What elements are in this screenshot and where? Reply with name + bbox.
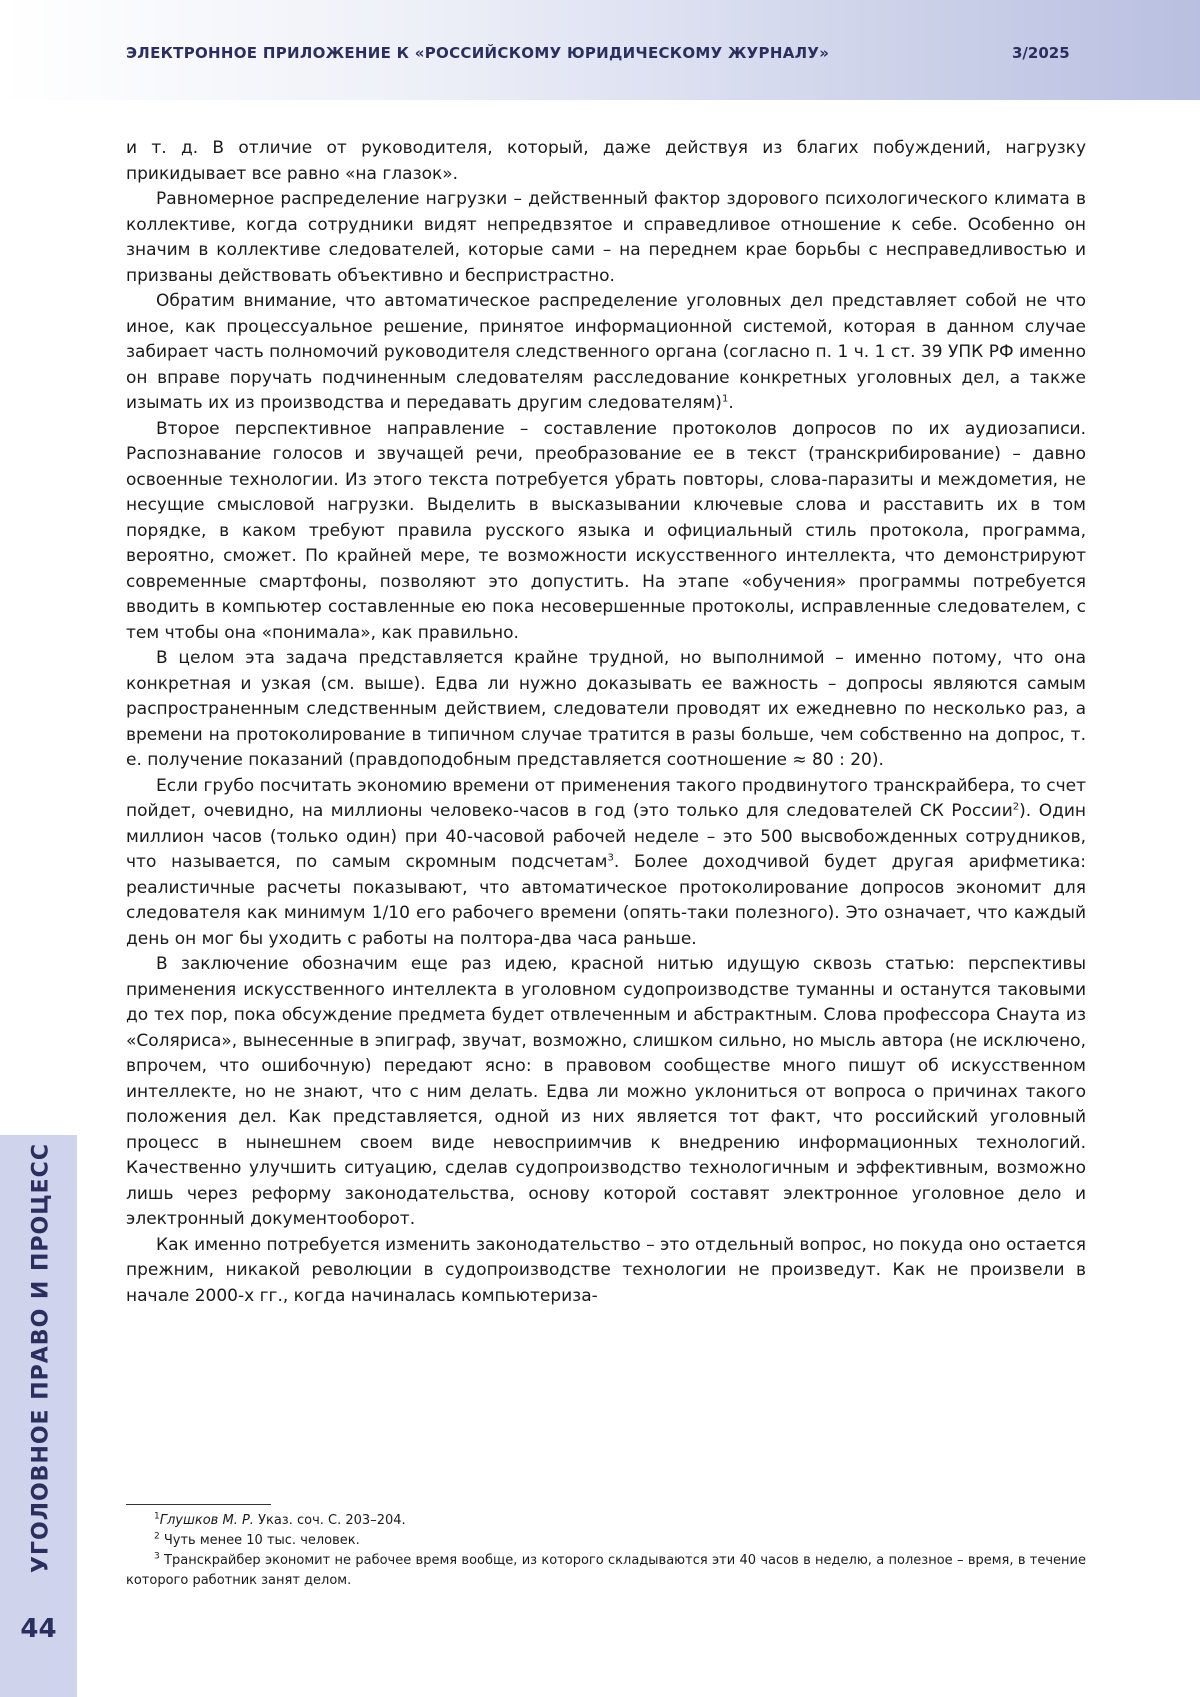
paragraph-text: Если грубо посчитать экономию времени от применения такого продвинутого транскрайбера, то счет пойдет, очевидно, на миллионы человеко-часов в год (это только для следователей СК России: [126, 776, 1086, 822]
paragraph: и т. д. В отличие от руководителя, который, даже действуя из благих побуждений, нагрузку прикидывает все равно «на глазок».: [126, 136, 1086, 187]
section-label: УГОЛОВНОЕ ПРАВО И ПРОЦЕСС: [29, 1143, 54, 1573]
paragraph: В заключение обозначим еще раз идею, красной нитью идущую сквозь статью: перспективы применения искусственного интеллекта в уголовном судопроизводстве туманны и останутся таковыми до тех пор, пока обсуждение предмета будет отвлеченным и абстрактным. Слова профессора Снаута из «Соляриса», вынесенные в эпиграф, звучат, возможно, слишком сильно, но мысль автора (не исключено, впрочем, что ошибочную) передают ясно: в правовом сообществе много пишут об искусственном интеллекте, но не знают, что с ним делать. Едва ли можно уклониться от вопроса о причинах такого положения дел. Как представляется, одной из них является тот факт, что российский уголовный процесс в нынешнем своем виде невосприимчив к внедрению информационных технологий. Качественно улучшить ситуацию, сделав судопроизводство технологичным и эффективным, возможно лишь через реформу законодательства, основу которой составят электронное уголовное дело и электронный документооборот.: [126, 952, 1086, 1233]
footnote-text: Транскрайбер экономит не рабочее время вообще, из которого складываются эти 40 часов в неделю, а полезное – время, в течение которого работник занят делом.: [126, 1553, 1086, 1588]
footnote-ref[interactable]: 1: [722, 393, 728, 404]
paragraph: [126, 774, 1086, 953]
footnote-text: Чуть менее 10 тыс. человек.: [160, 1533, 360, 1548]
paragraph: Второе перспективное направление – составление протоколов допросов по их аудиозаписи. Распознавание голосов и звучащей речи, преобразование ее в текст (транскрибирование) – давно освоенные технологии. Из этого текста потребуется убрать повторы, слова-паразиты и междометия, не несущие смысловой нагрузки. Выделить в высказывании ключевые слова и расставить их в том порядке, в каком требуют правила русского языка и официальный стиль протокола, программа, вероятно, сможет. По крайней мере, те возможности искусственного интеллекта, что демонстрируют современные смартфоны, позволяют это допустить. На этапе «обучения» программы потребуется вводить в компьютер составленные ею пока несовершенные протоколы, исправленные следователем, с тем чтобы она «понимала», как правильно.: [126, 417, 1086, 647]
paragraph: [126, 289, 1086, 417]
footnote-number: 3: [154, 1552, 160, 1562]
footnote-number: 1: [154, 1512, 160, 1522]
page-number: 44: [0, 1614, 77, 1644]
footnote-divider: [126, 1504, 271, 1505]
footnote-author: Глушков М. Р.: [160, 1513, 254, 1528]
footnote: [126, 1511, 1086, 1531]
article-body: [126, 136, 1086, 1309]
paragraph-text: ). Один миллион часов (только один) при 40-часовой рабочей неделе – это 500 высвобожденных сотрудников, что называется, по самым скромным подсчетам: [126, 801, 1086, 872]
footnotes: [126, 1511, 1086, 1591]
footnote-number: 2: [154, 1532, 160, 1542]
paragraph-text: . Более доходчивой будет другая арифметика: реалистичные расчеты показывают, что автоматическое протоколирование допросов экономит для следователя как минимум 1/10 его рабочего времени (опять-таки полезного). Это означает, что каждый день он мог бы уходить с работы на полтора-два часа раньше.: [126, 852, 1086, 949]
paragraph: Равномерное распределение нагрузки – действенный фактор здорового психологического климата в коллективе, когда сотрудники видят непредвзятое и справедливое отношение к себе. Особенно он значим в коллективе следователей, которые сами – на переднем крае борьбы с несправедливостью и призваны действовать объективно и беспристрастно.: [126, 187, 1086, 289]
paragraph: Как именно потребуется изменить законодательство – это отдельный вопрос, но покуда оно остается прежним, никакой революции в судопроизводстве технологии не произведут. Как не произвели в начале 2000-х гг., когда начиналась компьютериза-: [126, 1233, 1086, 1310]
paragraph-text: Обратим внимание, что автоматическое распределение уголовных дел представляет собой не что иное, как процессуальное решение, принятое информационной системой, которая в данном случае забирает часть полномочий руководителя следственного органа (согласно п. 1 ч. 1 ст. 39 УПК РФ именно он вправе поручать подчиненным следователям расследование конкретных уголовных дел, а также изымать их из производства и передавать другим следователям): [126, 291, 1086, 413]
footnote-ref[interactable]: 2: [1013, 801, 1019, 812]
paragraph-text: .: [728, 393, 733, 413]
footnote: [126, 1551, 1086, 1591]
footnote: [126, 1531, 1086, 1551]
issue-number: 3/2025: [1012, 44, 1070, 62]
paragraph: В целом эта задача представляется крайне трудной, но выполнимой – именно потому, что она конкретная и узкая (см. выше). Едва ли нужно доказывать ее важность – допросы являются самым распространенным следственным действием, следователи проводят их ежедневно по несколько раз, а времени на протоколирование в типичном случае тратится в разы больше, чем собственно на допрос, т. е. получение показаний (правдоподобным представляется соотношение ≈ 80 : 20).: [126, 646, 1086, 774]
footnote-text: Указ. соч. С. 203–204.: [254, 1513, 406, 1528]
journal-title: ЭЛЕКТРОННОЕ ПРИЛОЖЕНИЕ К «РОССИЙСКОМУ ЮРИДИЧЕСКОМУ ЖУРНАЛУ»: [126, 44, 829, 62]
footnote-ref[interactable]: 3: [607, 852, 613, 863]
